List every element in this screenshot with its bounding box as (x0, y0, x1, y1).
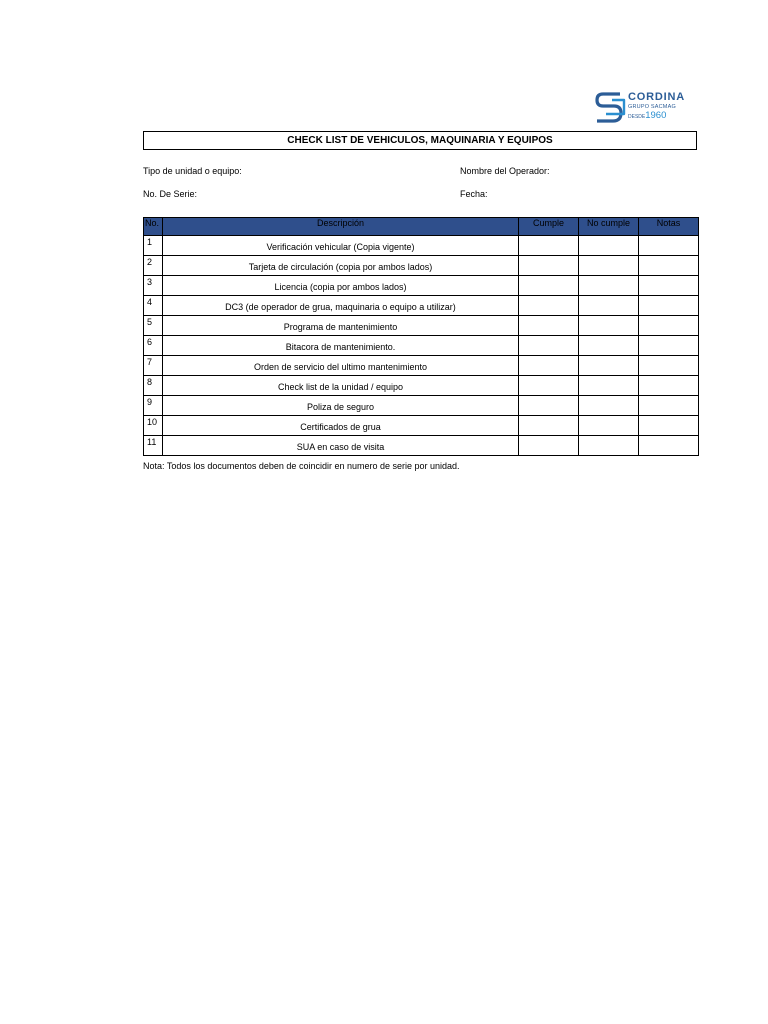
header-description: Descripción (163, 218, 519, 236)
not-complies-cell[interactable] (579, 356, 639, 376)
not-complies-cell[interactable] (579, 336, 639, 356)
logo-year: 1960 (645, 110, 667, 121)
complies-cell[interactable] (519, 256, 579, 276)
row-description: Check list de la unidad / equipo (163, 376, 519, 396)
row-description: Orden de servicio del ultimo mantenimiento (163, 356, 519, 376)
table-row (144, 416, 699, 436)
not-complies-cell[interactable] (579, 316, 639, 336)
operator-name-label: Nombre del Operador: (460, 166, 550, 176)
not-complies-cell[interactable] (579, 376, 639, 396)
table-row (144, 436, 699, 456)
complies-cell[interactable] (519, 316, 579, 336)
row-number: 3 (144, 276, 163, 296)
not-complies-cell[interactable] (579, 296, 639, 316)
complies-cell[interactable] (519, 276, 579, 296)
notes-cell[interactable] (639, 316, 699, 336)
notes-cell[interactable] (639, 356, 699, 376)
not-complies-cell[interactable] (579, 236, 639, 256)
logo-since (628, 111, 666, 122)
logo-since-label: DESDE (628, 114, 646, 120)
date-label: Fecha: (460, 189, 488, 199)
row-description: SUA en caso de visita (163, 436, 519, 456)
header-no: No. (144, 218, 163, 236)
footer-note: Nota: Todos los documentos deben de coincidir en numero de serie por unidad. (143, 461, 460, 471)
not-complies-cell[interactable] (579, 416, 639, 436)
serial-number-label: No. De Serie: (143, 189, 198, 199)
table-row (144, 296, 699, 316)
row-number: 10 (144, 416, 163, 436)
complies-cell[interactable] (519, 336, 579, 356)
company-logo (594, 90, 690, 126)
table-row (144, 256, 699, 276)
not-complies-cell[interactable] (579, 276, 639, 296)
complies-cell[interactable] (519, 416, 579, 436)
table-header-row (144, 218, 699, 236)
header-notes: Notas (639, 218, 699, 236)
row-number: 2 (144, 256, 163, 276)
row-description: Tarjeta de circulación (copia por ambos lados) (163, 256, 519, 276)
table-row (144, 376, 699, 396)
table-row (144, 396, 699, 416)
row-number: 1 (144, 236, 163, 256)
complies-cell[interactable] (519, 396, 579, 416)
notes-cell[interactable] (639, 396, 699, 416)
not-complies-cell[interactable] (579, 436, 639, 456)
checklist-table (143, 217, 699, 456)
document-title: CHECK LIST DE VEHICULOS, MAQUINARIA Y EQUIPOS (143, 131, 697, 150)
unit-type-label: Tipo de unidad o equipo: (143, 166, 242, 176)
table-row (144, 236, 699, 256)
table-row (144, 336, 699, 356)
logo-brand-name: CORDINA (628, 91, 685, 103)
notes-cell[interactable] (639, 256, 699, 276)
complies-cell[interactable] (519, 436, 579, 456)
not-complies-cell[interactable] (579, 256, 639, 276)
complies-cell[interactable] (519, 356, 579, 376)
row-description: Poliza de seguro (163, 396, 519, 416)
table-row (144, 356, 699, 376)
row-description: Licencia (copia por ambos lados) (163, 276, 519, 296)
logo-group-name: GRUPO SACMAG (628, 104, 676, 110)
cordina-logo-icon (594, 90, 628, 126)
row-description: Bitacora de mantenimiento. (163, 336, 519, 356)
row-number: 5 (144, 316, 163, 336)
notes-cell[interactable] (639, 416, 699, 436)
complies-cell[interactable] (519, 296, 579, 316)
notes-cell[interactable] (639, 296, 699, 316)
notes-cell[interactable] (639, 276, 699, 296)
row-description: Certificados de grua (163, 416, 519, 436)
row-number: 8 (144, 376, 163, 396)
row-description: DC3 (de operador de grua, maquinaria o equipo a utilizar) (163, 296, 519, 316)
table-row (144, 316, 699, 336)
notes-cell[interactable] (639, 236, 699, 256)
notes-cell[interactable] (639, 376, 699, 396)
row-number: 11 (144, 436, 163, 456)
row-description: Programa de mantenimiento (163, 316, 519, 336)
row-number: 6 (144, 336, 163, 356)
table-row (144, 276, 699, 296)
row-number: 9 (144, 396, 163, 416)
notes-cell[interactable] (639, 436, 699, 456)
row-description: Verificación vehicular (Copia vigente) (163, 236, 519, 256)
row-number: 4 (144, 296, 163, 316)
complies-cell[interactable] (519, 236, 579, 256)
header-not-complies: No cumple (579, 218, 639, 236)
complies-cell[interactable] (519, 376, 579, 396)
notes-cell[interactable] (639, 336, 699, 356)
row-number: 7 (144, 356, 163, 376)
not-complies-cell[interactable] (579, 396, 639, 416)
header-complies: Cumple (519, 218, 579, 236)
